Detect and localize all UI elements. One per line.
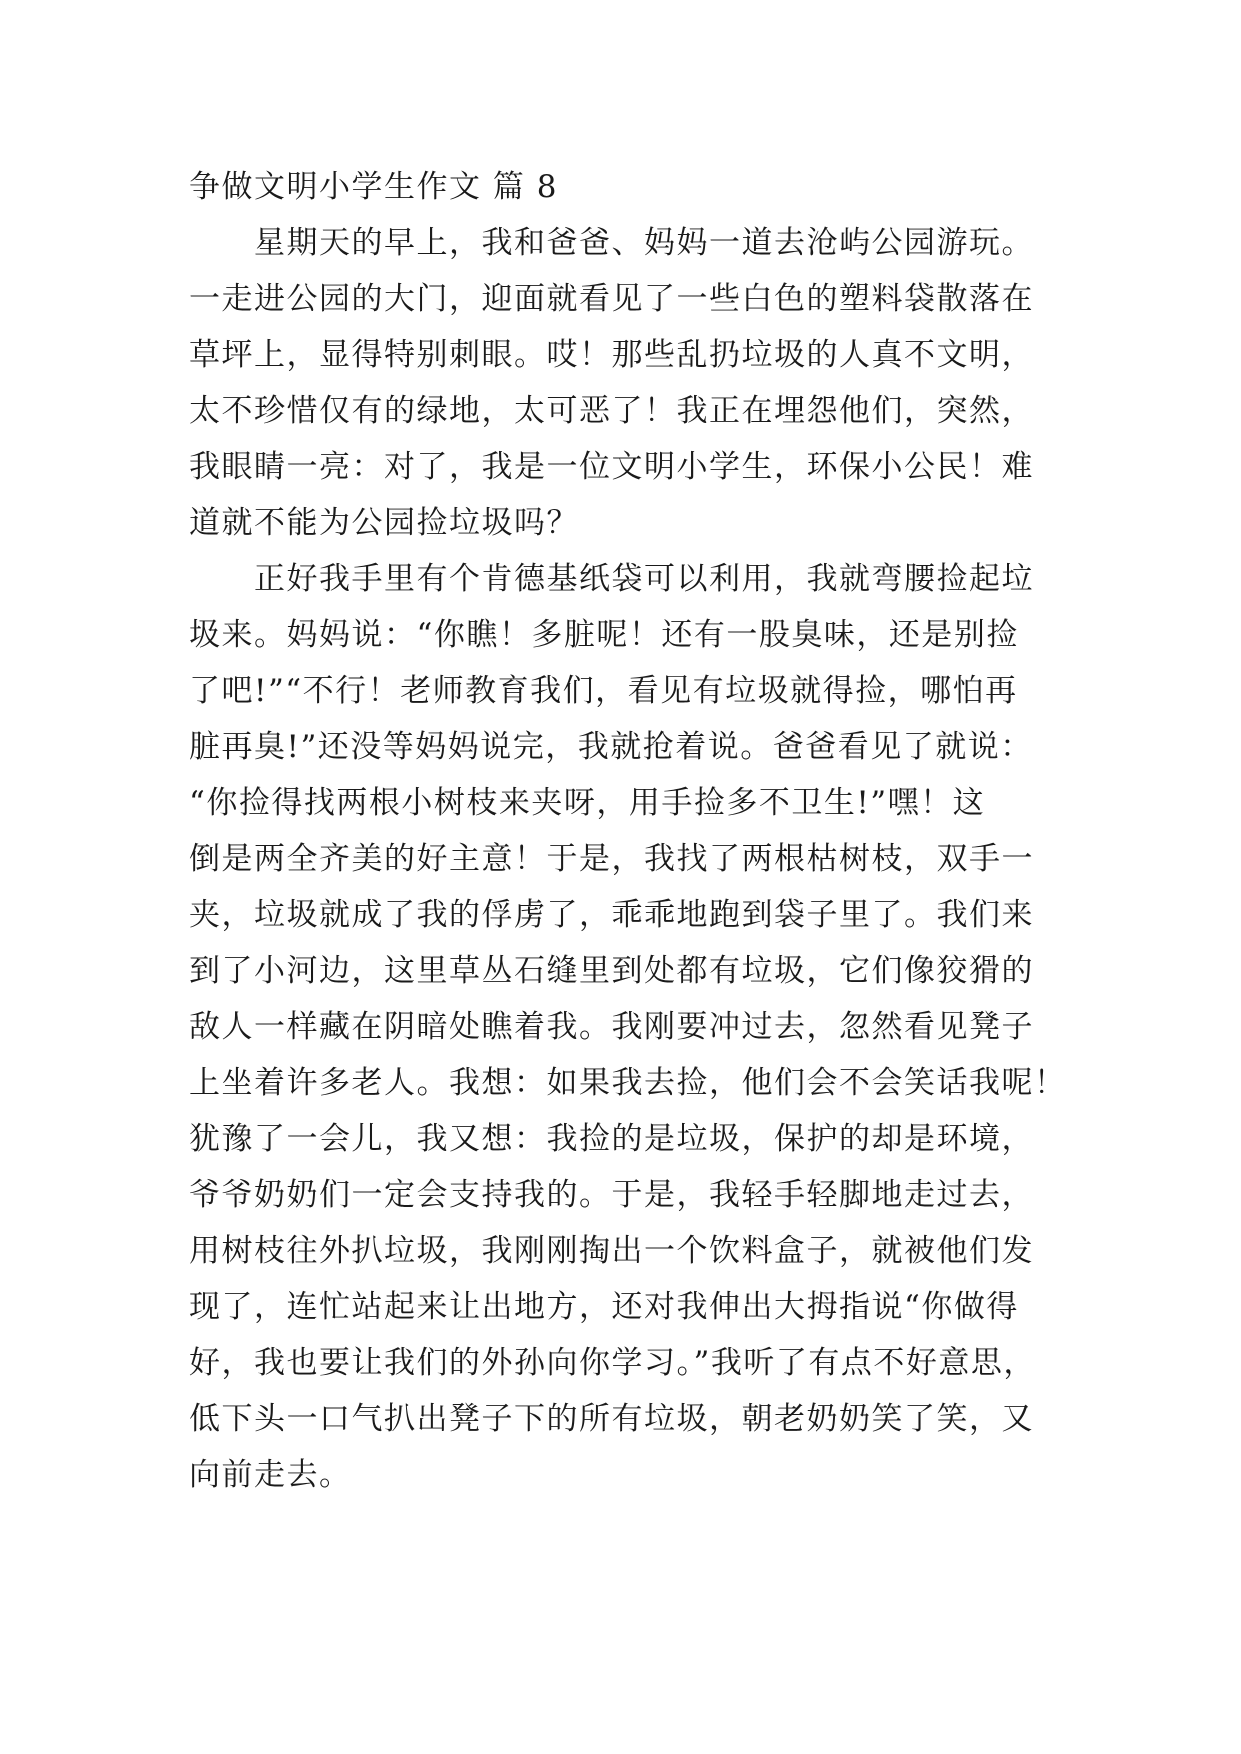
text-line: 一走进公园的大门，迎面就看见了一些白色的塑料袋散落在 xyxy=(189,281,1034,317)
text-line: 太不珍惜仅有的绿地，太可恶了！我正在埋怨他们，突然， xyxy=(189,393,1034,429)
text-line: 敌人一样藏在阴暗处瞧着我。我刚要冲过去，忽然看见凳子 xyxy=(189,1009,1034,1045)
text-line: 犹豫了一会儿，我又想：我捡的是垃圾，保护的却是环境， xyxy=(189,1121,1034,1157)
text-line: 我眼睛一亮：对了，我是一位文明小学生，环保小公民！难 xyxy=(189,449,1034,485)
text-line: “你捡得找两根小树枝来夹呀，用手捡多不卫生!”嘿！这 xyxy=(189,785,986,821)
text-line: 脏再臭!”还没等妈妈说完，我就抢着说。爸爸看见了就说： xyxy=(189,729,1033,765)
text-line: 正好我手里有个肯德基纸袋可以利用，我就弯腰捡起垃 xyxy=(189,561,1034,597)
text-line: 倒是两全齐美的好主意！于是，我找了两根枯树枝，双手一 xyxy=(189,841,1034,877)
text-line: 到了小河边，这里草丛石缝里到处都有垃圾，它们像狡猾的 xyxy=(189,953,1034,989)
text-line: 爷爷奶奶们一定会支持我的。于是，我轻手轻脚地走过去， xyxy=(189,1177,1034,1213)
text-line: 好，我也要让我们的外孙向你学习。”我听了有点不好意思， xyxy=(189,1345,1036,1381)
text-line: 低下头一口气扒出凳子下的所有垃圾，朝老奶奶笑了笑，又 xyxy=(189,1401,1034,1437)
text-line: 草坪上，显得特别刺眼。哎！那些乱扔垃圾的人真不文明， xyxy=(189,337,1034,373)
text-line: 道就不能为公园捡垃圾吗？ xyxy=(189,505,579,541)
text-line: 上坐着许多老人。我想：如果我去捡，他们会不会笑话我呢！ xyxy=(189,1065,1067,1101)
text-line: 星期天的早上，我和爸爸、妈妈一道去沧屿公园游玩。 xyxy=(189,225,1034,261)
text-line: 现了，连忙站起来让出地方，还对我伸出大拇指说“你做得 xyxy=(189,1289,1019,1325)
document-title: 争做文明小学生作文 篇 8 xyxy=(189,169,558,205)
text-line: 用树枝往外扒垃圾，我刚刚掏出一个饮料盒子，就被他们发 xyxy=(189,1233,1034,1269)
text-line: 向前走去。 xyxy=(189,1457,352,1493)
text-line: 夹，垃圾就成了我的俘虏了，乖乖地跑到袋子里了。我们来 xyxy=(189,897,1034,933)
text-line: 了吧!”“不行！老师教育我们，看见有垃圾就得捡，哪怕再 xyxy=(189,673,1018,709)
text-line: 圾来。妈妈说：“你瞧！多脏呢！还有一股臭味，还是别捡 xyxy=(189,617,1019,653)
